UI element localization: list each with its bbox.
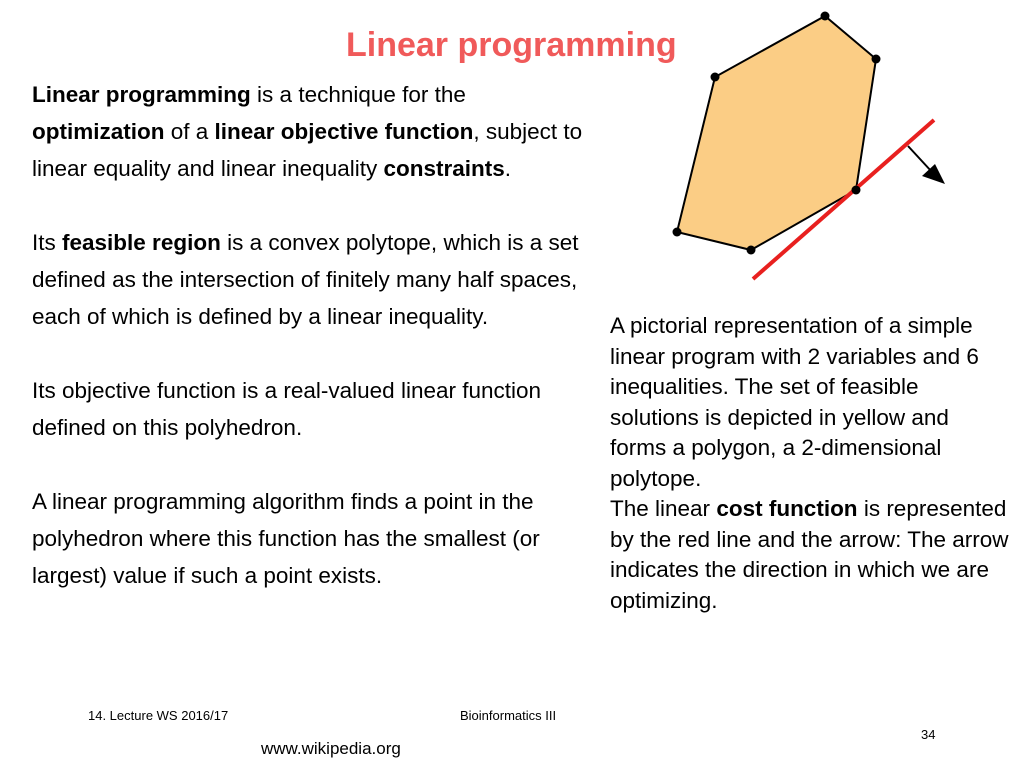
text-span: is a convex polytope, which is a set defined as the intersection of finitely many half spaces, each of which is defined by a linear inequality. (32, 230, 579, 329)
vertex-dot (711, 73, 720, 82)
slide-title: Linear programming (346, 26, 677, 64)
text-span: of a (164, 119, 215, 144)
vertex-dot (673, 228, 682, 237)
page-number: 34 (921, 727, 936, 742)
figure-caption (610, 311, 1010, 616)
bold-cost-function: cost function (716, 496, 858, 521)
bold-objective-function: linear objective function (214, 119, 474, 144)
vertex-dot (852, 186, 861, 195)
bold-feasible-region: feasible region (62, 230, 221, 255)
footer-lecture: 14. Lecture WS 2016/17 (88, 708, 229, 723)
bold-linear-programming: Linear programming (32, 82, 251, 107)
text-span: Its (32, 230, 63, 255)
text-span: The linear (610, 496, 717, 521)
text-span: . (504, 156, 512, 181)
paragraph-feasible-region (32, 224, 592, 335)
vertex-dot (821, 12, 830, 21)
caption-description: A pictorial representation of a simple linear program with 2 variables and 6 inequalities. The set of feasible solutions is depicted in yellow and forms a polygon, a 2-dimensional polytope. (610, 313, 979, 491)
vertex-dot (872, 55, 881, 64)
bold-optimization: optimization (32, 119, 165, 144)
paragraph-objective: Its objective function is a real-valued linear function defined on this polyhedron. (32, 378, 542, 440)
polytope-figure (660, 0, 960, 290)
vertex-dot (747, 246, 756, 255)
feasible-region-polygon (677, 16, 876, 250)
direction-arrow-head (922, 164, 945, 184)
text-span: , subject to linear equality and linear inequality (32, 119, 583, 181)
text-span: is a technique for the (250, 82, 466, 107)
source-link[interactable]: www.wikipedia.org (261, 739, 401, 758)
text-span: is represented by the red line and the arrow: The arrow indicates the direction in which we are optimizing. (610, 496, 1009, 613)
paragraph-definition (32, 76, 592, 187)
footer-course: Bioinformatics III (460, 708, 557, 723)
direction-arrow-shaft (908, 146, 932, 172)
caption-cost-function (610, 494, 1010, 616)
bold-constraints: constraints (383, 156, 505, 181)
main-text (32, 76, 592, 594)
paragraph-algorithm: A linear programming algorithm finds a point in the polyhedron where this function has the smallest (or largest) value if such a point exists. (32, 489, 540, 588)
